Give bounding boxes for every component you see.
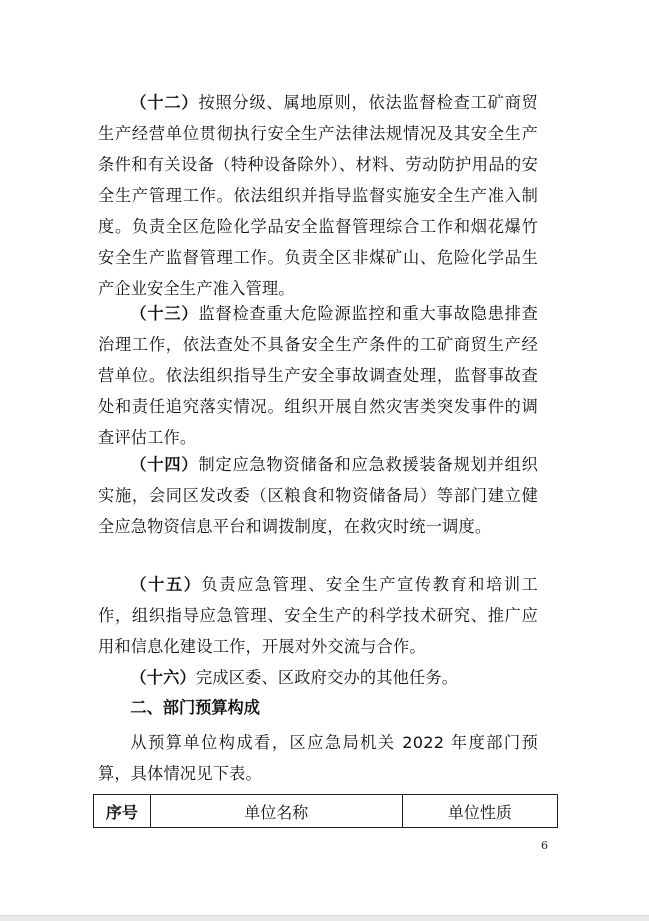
item-number: （十二） <box>130 93 199 112</box>
header-unit-name: 单位名称 <box>150 795 402 828</box>
item-text: 监督检查重大危险源监控和重大事故隐患排查治理工作，依法查处不具备安全生产条件的工矿商贸生产经营单位。依法组织指导生产安全事故调查处理，监督事故查处和责任追究落实情况。组织开展自然灾害类突发事件的调查评估工作。 <box>98 304 538 447</box>
page-number: 6 <box>541 839 548 852</box>
table-header-row <box>94 795 558 828</box>
item-text: 完成区委、区政府交办的其他任务。 <box>195 668 459 687</box>
paragraph-item-12 <box>98 87 538 304</box>
intro-paragraph: 从预算单位构成看，区应急局机关 2022 年度部门预算，具体情况见下表。 <box>98 733 538 783</box>
section-heading: 二、部门预算构成 <box>130 698 260 717</box>
paragraph-item-14 <box>98 449 538 542</box>
header-unit-type: 单位性质 <box>402 795 557 828</box>
item-number: （十六） <box>130 668 196 687</box>
item-number: （十五） <box>130 575 202 594</box>
item-text: 制定应急物资储备和应急救援装备规划并组织实施，会同区发改委（区粮食和物资储备局）等部门建立健全应急物资信息平台和调拨制度，在救灾时统一调度。 <box>98 455 538 536</box>
item-number: （十三） <box>130 304 199 323</box>
item-number: （十四） <box>130 455 199 474</box>
page-bottom-edge <box>0 915 649 921</box>
header-seq: 序号 <box>94 795 151 828</box>
paragraph-item-16 <box>98 662 538 693</box>
item-text: 按照分级、属地原则，依法监督检查工矿商贸生产经营单位贯彻执行安全生产法律法规情况及其安全生产条件和有关设备（特种设备除外）、材料、劳动防护用品的安全生产管理工作。依法组织并指导监督实施安全生产准入制度。负责全区危险化学品安全监督管理综合工作和烟花爆竹安全生产监督管理工作。负责全区非煤矿山、危险化学品生产企业安全生产准入管理。 <box>98 93 538 298</box>
paragraph-item-15 <box>98 569 538 662</box>
item-text: 负责应急管理、安全生产宣传教育和培训工作，组织指导应急管理、安全生产的科学技术研究、推广应用和信息化建设工作，开展对外交流与合作。 <box>98 575 538 656</box>
unit-table <box>93 794 558 828</box>
paragraph-item-13 <box>98 298 538 453</box>
